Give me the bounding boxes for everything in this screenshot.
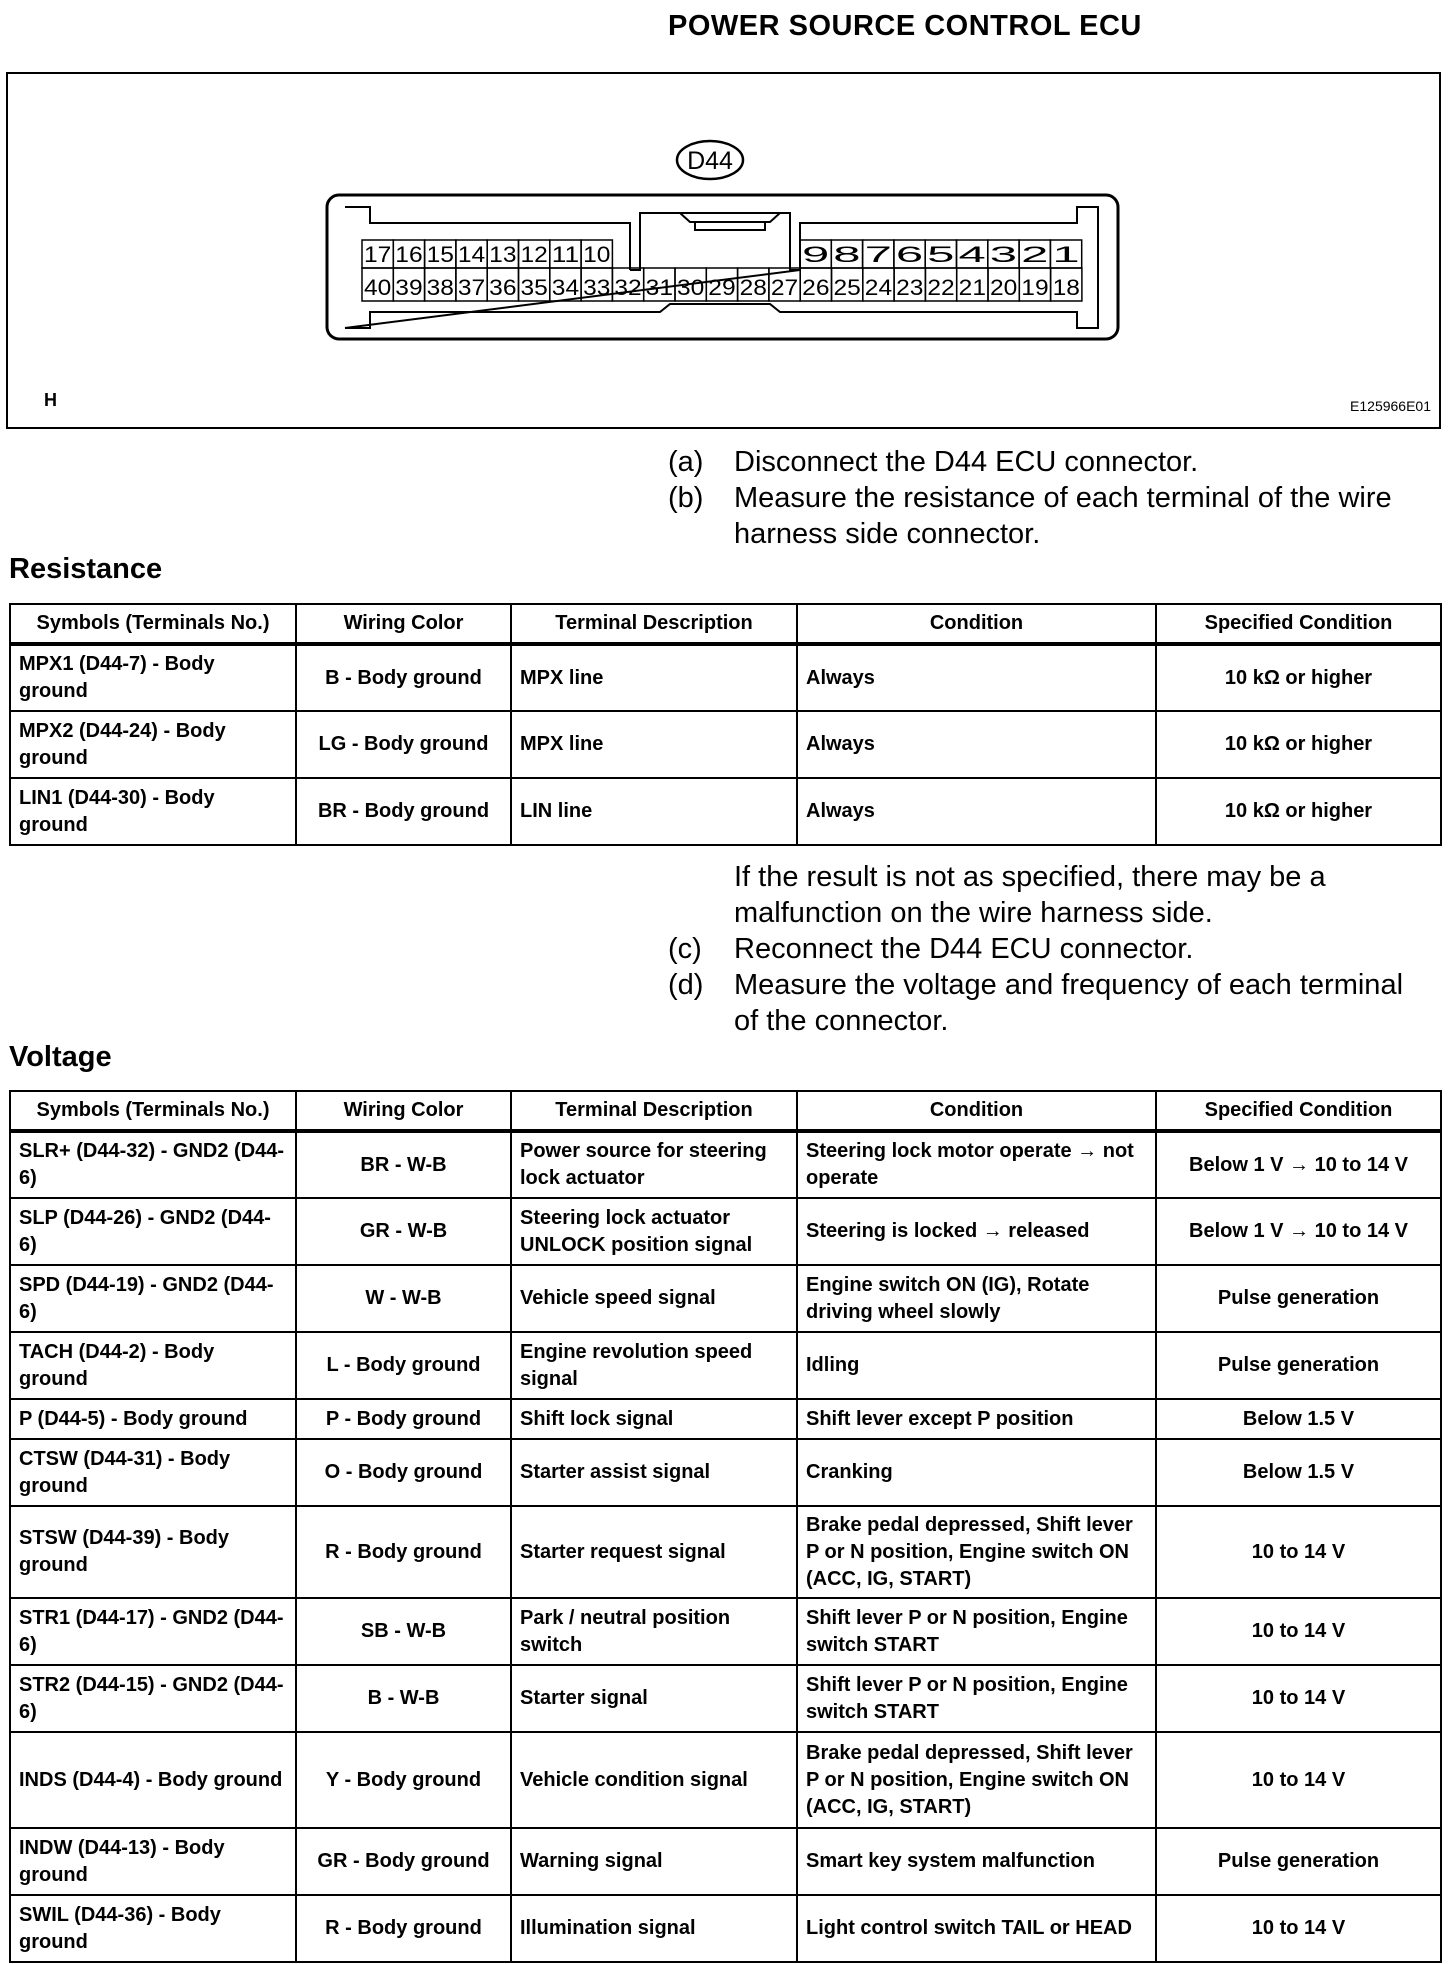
table-row <box>10 1665 1441 1732</box>
terminal-description-cell: MPX line <box>511 711 797 778</box>
specified-condition-cell: 10 to 14 V <box>1156 1895 1441 1962</box>
terminal-description-cell: Shift lock signal <box>511 1399 797 1439</box>
table-row <box>10 1732 1441 1828</box>
terminal-description-cell: Vehicle speed signal <box>511 1265 797 1332</box>
pin-number: 31 <box>645 275 673 300</box>
pin-number: 28 <box>739 275 767 300</box>
wiring-color-cell: B - W-B <box>296 1665 511 1732</box>
terminal-description-cell: Starter request signal <box>511 1506 797 1598</box>
terminal-description-cell: Warning signal <box>511 1828 797 1895</box>
terminal-description-cell: Power source for steering lock actuator <box>511 1131 797 1198</box>
pin-number: 18 <box>1052 275 1080 300</box>
symbol-cell: STR1 (D44-17) - GND2 (D44-6) <box>10 1598 296 1665</box>
step-letter: (c) <box>668 933 702 965</box>
wiring-color-cell: L - Body ground <box>296 1332 511 1399</box>
voltage-heading: Voltage <box>9 1041 112 1073</box>
pin-number: 20 <box>990 275 1018 300</box>
figure-code: E125966E01 <box>1350 398 1431 414</box>
column-header: Specified Condition <box>1156 1091 1441 1131</box>
wiring-color-cell: LG - Body ground <box>296 711 511 778</box>
symbol-cell: LIN1 (D44-30) - Body ground <box>10 778 296 845</box>
symbol-cell: SWIL (D44-36) - Body ground <box>10 1895 296 1962</box>
terminal-description-cell: Vehicle condition signal <box>511 1732 797 1828</box>
symbol-cell: CTSW (D44-31) - Body ground <box>10 1439 296 1506</box>
terminal-description-cell: Steering lock actuator UNLOCK position signal <box>511 1198 797 1265</box>
table-row <box>10 1828 1441 1895</box>
pin-number: 34 <box>551 275 580 300</box>
pin-number: 17 <box>364 242 392 267</box>
connector-outline <box>327 195 1118 339</box>
pin-number: 14 <box>457 242 486 267</box>
symbol-cell: STR2 (D44-15) - GND2 (D44-6) <box>10 1665 296 1732</box>
pin-number: 40 <box>364 275 392 300</box>
pin-number: 29 <box>708 275 736 300</box>
pin-number: 22 <box>927 275 955 300</box>
connector-diagram <box>6 72 1441 429</box>
terminal-description-cell: MPX line <box>511 644 797 711</box>
pin-number: 3 <box>989 242 1018 267</box>
resistance-table <box>9 603 1442 846</box>
pin-number: 4 <box>958 242 986 267</box>
step-text: Measure the voltage and frequency of each terminal of the connector. <box>734 969 1404 1037</box>
resistance-heading: Resistance <box>9 553 163 585</box>
specified-condition-cell: 10 to 14 V <box>1156 1506 1441 1598</box>
table-row <box>10 1265 1441 1332</box>
condition-cell: Always <box>797 711 1156 778</box>
table-header-row <box>10 604 1441 644</box>
specified-condition-cell: 10 to 14 V <box>1156 1598 1441 1665</box>
symbol-cell: INDW (D44-13) - Body ground <box>10 1828 296 1895</box>
pin-number: 8 <box>833 242 861 267</box>
pin-number: 25 <box>833 275 861 300</box>
table-row <box>10 1332 1441 1399</box>
voltage-table <box>9 1090 1442 1963</box>
condition-cell: Always <box>797 778 1156 845</box>
column-header: Specified Condition <box>1156 604 1441 644</box>
condition-cell: Cranking <box>797 1439 1156 1506</box>
condition-cell: Light control switch TAIL or HEAD <box>797 1895 1156 1962</box>
pin-number: 33 <box>583 275 611 300</box>
pin-grid <box>362 240 1082 301</box>
condition-cell: Shift lever P or N position, Engine switch START <box>797 1665 1156 1732</box>
symbol-cell: SLR+ (D44-32) - GND2 (D44-6) <box>10 1131 296 1198</box>
pin-number: 12 <box>520 242 548 267</box>
terminal-description-cell: Illumination signal <box>511 1895 797 1962</box>
step-letter: (b) <box>668 482 704 514</box>
column-header: Condition <box>797 1091 1156 1131</box>
table-row <box>10 644 1441 711</box>
specified-condition-cell: 10 kΩ or higher <box>1156 644 1441 711</box>
corner-label: H <box>44 390 57 410</box>
table-row <box>10 1399 1441 1439</box>
wiring-color-cell: Y - Body ground <box>296 1732 511 1828</box>
table-row <box>10 1506 1441 1598</box>
terminal-description-cell: Engine revolution speed signal <box>511 1332 797 1399</box>
column-header: Condition <box>797 604 1156 644</box>
terminal-description-cell: LIN line <box>511 778 797 845</box>
condition-cell: Idling <box>797 1332 1156 1399</box>
connector-d44-drawing <box>0 0 1456 440</box>
pin-number: 9 <box>802 242 830 267</box>
specified-condition-cell: 10 kΩ or higher <box>1156 778 1441 845</box>
specified-condition-cell: Pulse generation <box>1156 1828 1441 1895</box>
symbol-cell: P (D44-5) - Body ground <box>10 1399 296 1439</box>
pin-number: 19 <box>1021 275 1049 300</box>
symbol-cell: SLP (D44-26) - GND2 (D44-6) <box>10 1198 296 1265</box>
symbol-cell: MPX1 (D44-7) - Body ground <box>10 644 296 711</box>
table-row <box>10 1598 1441 1665</box>
pin-number: 39 <box>395 275 423 300</box>
condition-cell: Brake pedal depressed, Shift lever P or N position, Engine switch ON (ACC, IG, START) <box>797 1732 1156 1828</box>
pin-number: 6 <box>895 242 924 267</box>
column-header: Terminal Description <box>511 604 797 644</box>
pin-number: 2 <box>1021 242 1049 267</box>
wiring-color-cell: R - Body ground <box>296 1895 511 1962</box>
step-text: Reconnect the D44 ECU connector. <box>734 933 1194 965</box>
pin-number: 5 <box>927 242 955 267</box>
specified-condition-cell: Below 1 V → 10 to 14 V <box>1156 1131 1441 1198</box>
column-header: Wiring Color <box>296 604 511 644</box>
symbol-cell: INDS (D44-4) - Body ground <box>10 1732 296 1828</box>
page-title: POWER SOURCE CONTROL ECU <box>668 10 1142 42</box>
condition-cell: Shift lever P or N position, Engine switch START <box>797 1598 1156 1665</box>
specified-condition-cell: Below 1 V → 10 to 14 V <box>1156 1198 1441 1265</box>
specified-condition-cell: 10 to 14 V <box>1156 1665 1441 1732</box>
terminal-description-cell: Park / neutral position switch <box>511 1598 797 1665</box>
condition-cell: Smart key system malfunction <box>797 1828 1156 1895</box>
specified-condition-cell: 10 kΩ or higher <box>1156 711 1441 778</box>
condition-cell: Steering lock motor operate → not operate <box>797 1131 1156 1198</box>
wiring-color-cell: SB - W-B <box>296 1598 511 1665</box>
pin-number: 26 <box>802 275 830 300</box>
wiring-color-cell: P - Body ground <box>296 1399 511 1439</box>
wiring-color-cell: R - Body ground <box>296 1506 511 1598</box>
table-row <box>10 711 1441 778</box>
specified-condition-cell: Pulse generation <box>1156 1332 1441 1399</box>
column-header: Symbols (Terminals No.) <box>10 604 296 644</box>
table-row <box>10 1131 1441 1198</box>
column-header: Symbols (Terminals No.) <box>10 1091 296 1131</box>
pin-number: 36 <box>489 275 517 300</box>
table-row <box>10 1439 1441 1506</box>
table-header-row <box>10 1091 1441 1131</box>
terminal-description-cell: Starter signal <box>511 1665 797 1732</box>
pin-number: 27 <box>770 275 799 300</box>
condition-cell: Always <box>797 644 1156 711</box>
wiring-color-cell: O - Body ground <box>296 1439 511 1506</box>
symbol-cell: SPD (D44-19) - GND2 (D44-6) <box>10 1265 296 1332</box>
pin-number: 32 <box>614 275 642 300</box>
symbol-cell: TACH (D44-2) - Body ground <box>10 1332 296 1399</box>
symbol-cell: MPX2 (D44-24) - Body ground <box>10 711 296 778</box>
condition-cell: Brake pedal depressed, Shift lever P or N position, Engine switch ON (ACC, IG, START) <box>797 1506 1156 1598</box>
column-header: Terminal Description <box>511 1091 797 1131</box>
specified-condition-cell: Below 1.5 V <box>1156 1399 1441 1439</box>
wiring-color-cell: W - W-B <box>296 1265 511 1332</box>
pin-number: 1 <box>1052 242 1080 267</box>
pin-number: 16 <box>395 242 423 267</box>
table-row <box>10 1895 1441 1962</box>
pin-number: 35 <box>520 275 548 300</box>
specified-condition-cell: 10 to 14 V <box>1156 1732 1441 1828</box>
note-text: If the result is not as specified, there may be a malfunction on the wire harness side. <box>734 861 1326 929</box>
pin-number: 24 <box>864 275 893 300</box>
wiring-color-cell: GR - Body ground <box>296 1828 511 1895</box>
condition-cell: Engine switch ON (IG), Rotate driving wheel slowly <box>797 1265 1156 1332</box>
specified-condition-cell: Pulse generation <box>1156 1265 1441 1332</box>
wiring-color-cell: BR - Body ground <box>296 778 511 845</box>
terminal-description-cell: Starter assist signal <box>511 1439 797 1506</box>
step-text: Disconnect the D44 ECU connector. <box>734 446 1199 478</box>
pin-number: 10 <box>583 242 611 267</box>
condition-cell: Shift lever except P position <box>797 1399 1156 1439</box>
pin-number: 7 <box>864 242 892 267</box>
pin-number: 37 <box>457 275 486 300</box>
pin-number: 11 <box>551 242 580 267</box>
column-header: Wiring Color <box>296 1091 511 1131</box>
wiring-color-cell: GR - W-B <box>296 1198 511 1265</box>
connector-label: D44 <box>687 147 733 175</box>
step-text: Measure the resistance of each terminal of the wire harness side connector. <box>734 482 1392 550</box>
wiring-color-cell: BR - W-B <box>296 1131 511 1198</box>
step-letter: (d) <box>668 969 704 1001</box>
pin-number: 15 <box>426 242 454 267</box>
wiring-color-cell: B - Body ground <box>296 644 511 711</box>
condition-cell: Steering is locked → released <box>797 1198 1156 1265</box>
pin-number: 21 <box>958 275 986 300</box>
pin-number: 30 <box>677 275 705 300</box>
specified-condition-cell: Below 1.5 V <box>1156 1439 1441 1506</box>
pin-number: 13 <box>489 242 517 267</box>
step-letter: (a) <box>668 446 704 478</box>
table-row <box>10 1198 1441 1265</box>
pin-number: 23 <box>896 275 924 300</box>
connector-latch <box>680 213 780 230</box>
pin-number: 38 <box>426 275 454 300</box>
table-row <box>10 778 1441 845</box>
symbol-cell: STSW (D44-39) - Body ground <box>10 1506 296 1598</box>
